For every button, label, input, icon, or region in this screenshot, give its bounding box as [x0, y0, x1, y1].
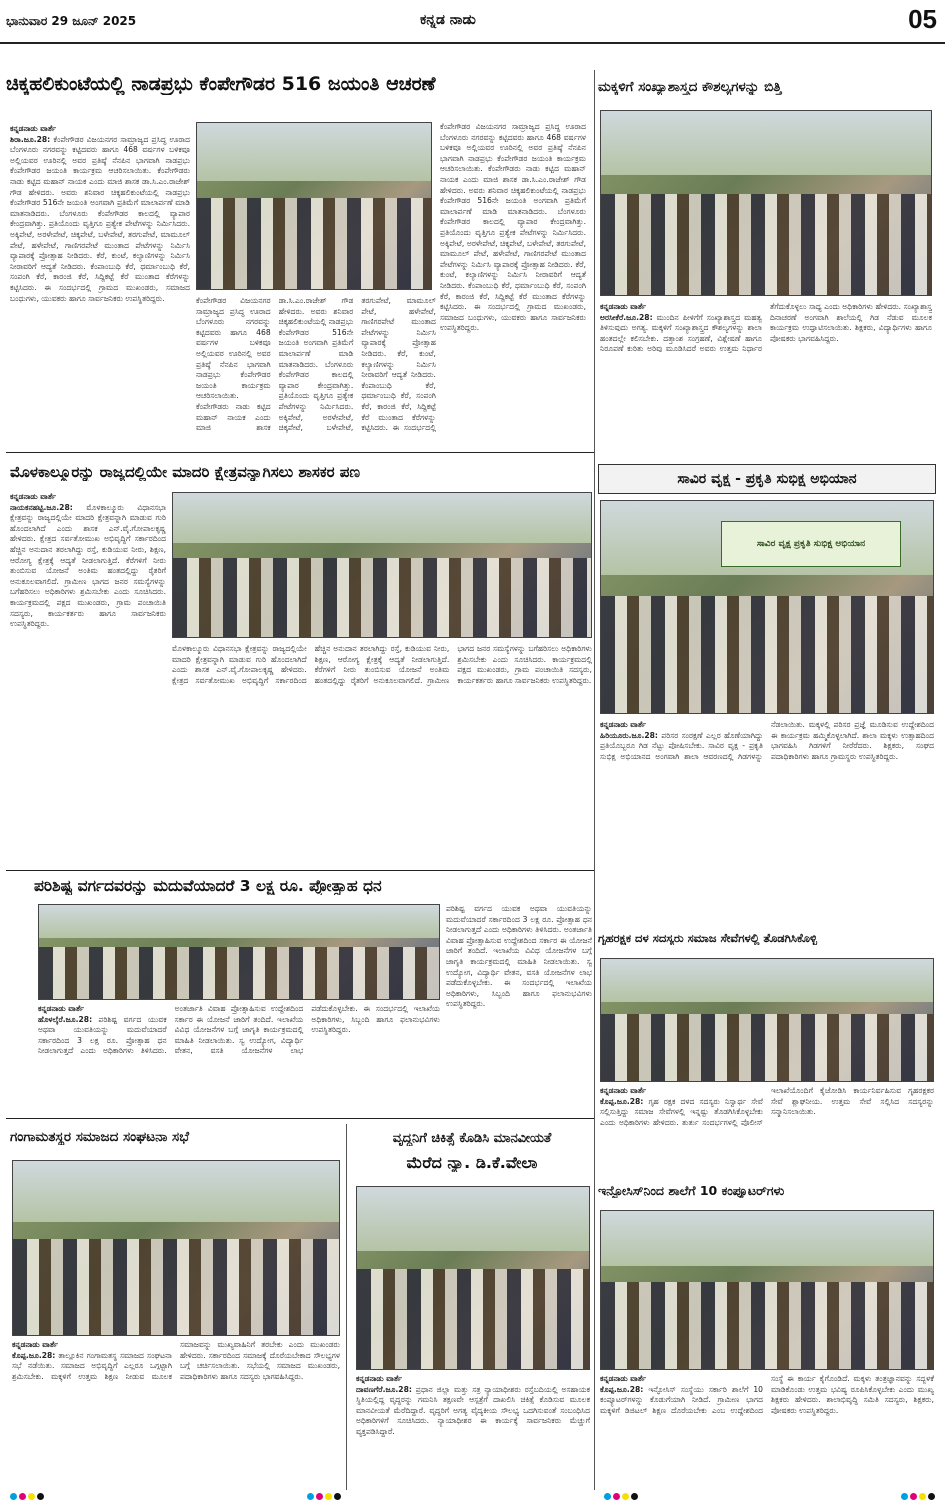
article-tree-drive-text: ಕನ್ನಡನಾಡು ವಾರ್ತೆ ಹಿರಿಯೂರು.ಜೂ.28: ಪರಿಸರ ಸಂರಕ್ಷಣೆ ಎಲ್ಲರ ಹೊಣೆಯಾಗಿದ್ದು ಪ್ರತಿಯೊಬ್ಬರೂ ಗಿಡ ನೆಟ್ಟು ಪೋಷಿಸಬೇಕು. ಸಾವಿರ ವೃಕ್ಷ - ಪ್ರಕೃತಿ ಸುಭಿಕ್ಷ ಅಭಿಯಾನದ ಅಂಗವಾಗಿ ಶಾಲಾ ಆವರಣದಲ್ಲಿ ಗಿಡಗಳನ್ನು ನೆಡಲಾಯಿತು. ಮಕ್ಕಳಲ್ಲಿ ಪರಿಸರ ಪ್ರಜ್ಞೆ ಮೂಡಿಸುವ ಉದ್ದೇಶದಿಂದ ಈ ಕಾರ್ಯಕ್ರಮ ಹಮ್ಮಿಕೊಳ್ಳಲಾಗಿದೆ. ಶಾಲಾ ಮಕ್ಕಳು ಉತ್ಸಾಹದಿಂದ ಭಾಗವಹಿಸಿ ಗಿಡಗಳಿಗೆ ನೀರೆರೆದರು. ಶಿಕ್ಷಕರು, ಸಂಘದ ಪದಾಧಿಕಾರಿಗಳು ಹಾಗೂ ಗ್ರಾಮಸ್ಥರು ಉಪಸ್ಥಿತರಿದ್ದರು. [600, 720, 934, 761]
article-statistics-text: ಕನ್ನಡನಾಡು ವಾರ್ತೆ ಅರಸೀಕೆರೆ.ಜೂ.28: ಮುಂದಿನ ಪೀಳಿಗೆಗೆ ಸಂಖ್ಯಾಶಾಸ್ತ್ರದ ಮಹತ್ವ ತಿಳಿಸುವುದು ಅಗತ್ಯ. ಮಕ್ಕಳಿಗೆ ಸಂಖ್ಯಾಶಾಸ್ತ್ರದ ಕೌಶಲ್ಯಗಳನ್ನು ಶಾಲಾ ಹಂತದಲ್ಲೇ ಕಲಿಸಬೇಕು. ದತ್ತಾಂಶ ಸಂಗ್ರಹಣೆ, ವಿಶ್ಲೇಷಣೆ ಹಾಗೂ ನಿರೂಪಣೆ ಕುರಿತು ಅರಿವು ಮೂಡಿಸಿದರೆ ಅವರು ಉತ್ತಮ ನಿರ್ಧಾರ ತೆಗೆದುಕೊಳ್ಳಲು ಸಾಧ್ಯ ಎಂದು ಅಧಿಕಾರಿಗಳು ಹೇಳಿದರು. ಸಂಖ್ಯಾಶಾಸ್ತ್ರ ದಿನಾಚರಣೆ ಅಂಗವಾಗಿ ಶಾಲೆಯಲ್ಲಿ ಗಿಡ ನೆಡುವ ಮೂಲಕ ಕಾರ್ಯಕ್ರಮ ಉದ್ಘಾಟಿಸಲಾಯಿತು. ಶಿಕ್ಷಕರು, ವಿದ್ಯಾರ್ಥಿಗಳು ಹಾಗೂ ಪೋಷಕರು ಭಾಗವಹಿಸಿದ್ದರು. [600, 302, 932, 354]
headline-judge-line2: ಮೆರೆದ ನ್ಯಾ. ಡಿ.ಕೆ.ವೇಲಾ [406, 1154, 538, 1172]
article-molakalmuru-text-right: ಮೊಳಕಾಲ್ಮೂರು ವಿಧಾನಸಭಾ ಕ್ಷೇತ್ರವನ್ನು ರಾಜ್ಯದಲ್ಲಿಯೇ ಮಾದರಿ ಕ್ಷೇತ್ರವನ್ನಾಗಿ ಮಾಡುವ ಗುರಿ ಹೊಂದಲಾಗಿದೆ ಎಂದು ಶಾಸಕ ಎನ್.ವೈ.ಗೋಪಾಲಕೃಷ್ಣ ಹೇಳಿದರು. ಕ್ಷೇತ್ರದ ಸರ್ವತೋಮುಖ ಅಭಿವೃದ್ಧಿಗೆ ಸರ್ಕಾರದಿಂದ ಹೆಚ್ಚಿನ ಅನುದಾನ ತರಲಾಗಿದ್ದು ರಸ್ತೆ, ಕುಡಿಯುವ ನೀರು, ಶಿಕ್ಷಣ, ಆರೋಗ್ಯ ಕ್ಷೇತ್ರಕ್ಕೆ ಆದ್ಯತೆ ನೀಡಲಾಗುತ್ತಿದೆ. ಕೆರೆಗಳಿಗೆ ನೀರು ತುಂಬಿಸುವ ಯೋಜನೆ ಅಂತಿಮ ಹಂತದಲ್ಲಿದ್ದು ರೈತರಿಗೆ ಅನುಕೂಲವಾಗಲಿದೆ. ಗ್ರಾಮೀಣ ಭಾಗದ ಜನರ ಸಮಸ್ಯೆಗಳನ್ನು ಬಗೆಹರಿಸಲು ಅಧಿಕಾರಿಗಳು ಶ್ರಮಿಸಬೇಕು ಎಂದು ಸೂಚಿಸಿದರು. ಕಾರ್ಯಕ್ರಮದಲ್ಲಿ ಪಕ್ಷದ ಮುಖಂಡರು, ಗ್ರಾಮ ಪಂಚಾಯಿತಿ ಸದಸ್ಯರು, ಕಾರ್ಯಕರ್ತರು ಹಾಗೂ ಸಾರ್ವಜನಿಕರು ಉಪಸ್ಥಿತರಿದ್ದರು. [172, 644, 592, 685]
photo-home-guards [600, 958, 934, 1082]
photo-infosys-computers [600, 1210, 934, 1370]
photo-tree-planting [600, 500, 934, 714]
tree-drive-banner: ಸಾವಿರ ವೃಕ್ಷ ಪ್ರಕೃತಿ ಸುಭಿಕ್ಷ ಅಭಿಯಾನ [721, 521, 901, 567]
issue-date: ಭಾನುವಾರ 29 ಜೂನ್ 2025 [6, 14, 137, 28]
registration-marks [10, 1493, 935, 1503]
photo-kempegowda-statue [196, 122, 432, 290]
headline-molakalmuru: ಮೊಳಕಾಲ್ಮೂರನ್ನು ರಾಜ್ಯದಲ್ಲಿಯೇ ಮಾದರಿ ಕ್ಷೇತ್ರವನ್ನಾಗಿಸಲು ಶಾಸಕರ ಪಣ [10, 464, 361, 481]
masthead [0, 0, 945, 44]
article-sc-marriage-text: ಕನ್ನಡನಾಡು ವಾರ್ತೆ ಹೊಳಲ್ಕೆರೆ.ಜೂ.28: ಪರಿಶಿಷ್ಟ ವರ್ಗದ ಯುವಕ ಅಥವಾ ಯುವತಿಯನ್ನು ಮದುವೆಯಾದರೆ ಸರ್ಕಾರದಿಂದ 3 ಲಕ್ಷ ರೂ. ಪ್ರೋತ್ಸಾಹ ಧನ ನೀಡಲಾಗುತ್ತದೆ ಎಂದು ಅಧಿಕಾರಿಗಳು ತಿಳಿಸಿದರು. ಅಂತರ್ಜಾತಿ ವಿವಾಹ ಪ್ರೋತ್ಸಾಹಿಸುವ ಉದ್ದೇಶದಿಂದ ಸರ್ಕಾರ ಈ ಯೋಜನೆ ಜಾರಿಗೆ ತಂದಿದೆ. ಇಲಾಖೆಯ ವಿವಿಧ ಯೋಜನೆಗಳ ಬಗ್ಗೆ ಜಾಗೃತಿ ಕಾರ್ಯಕ್ರಮದಲ್ಲಿ ಮಾಹಿತಿ ನೀಡಲಾಯಿತು. ಸ್ವ ಉದ್ಯೋಗ, ವಿದ್ಯಾರ್ಥಿ ವೇತನ, ವಸತಿ ಯೋಜನೆಗಳ ಲಾಭ ಪಡೆದುಕೊಳ್ಳಬೇಕು. ಈ ಸಂದರ್ಭದಲ್ಲಿ ಇಲಾಖೆಯ ಅಧಿಕಾರಿಗಳು, ಸಿಬ್ಬಂದಿ ಹಾಗೂ ಫಲಾನುಭವಿಗಳು ಉಪಸ್ಥಿತರಿದ್ದರು. [38, 1004, 440, 1056]
article-judge-text: ಕನ್ನಡನಾಡು ವಾರ್ತೆ ದಾವಣಗೆರೆ.ಜೂ.28: ಪ್ರಧಾನ ಜಿಲ್ಲಾ ಮತ್ತು ಸತ್ರ ನ್ಯಾಯಾಧೀಶರು ರಸ್ತೆಬದಿಯಲ್ಲಿ ಅಸಹಾಯಕ ಸ್ಥಿತಿಯಲ್ಲಿದ್ದ ವೃದ್ಧರನ್ನು ಗಮನಿಸಿ ತಕ್ಷಣವೇ ಆಸ್ಪತ್ರೆಗೆ ದಾಖಲಿಸಿ ಚಿಕಿತ್ಸೆ ಕೊಡಿಸುವ ಮೂಲಕ ಮಾನವೀಯತೆ ಮೆರೆದಿದ್ದಾರೆ. ವೃದ್ಧರಿಗೆ ಅಗತ್ಯ ವೈದ್ಯಕೀಯ ಸೌಲಭ್ಯ ಒದಗಿಸುವಂತೆ ಸಂಬಂಧಿಸಿದ ಅಧಿಕಾರಿಗಳಿಗೆ ಸೂಚಿಸಿದರು. ನ್ಯಾಯಾಧೀಶರ ಈ ಕಾರ್ಯಕ್ಕೆ ಸಾರ್ವಜನಿಕರು ಮೆಚ್ಚುಗೆ ವ್ಯಕ್ತಪಡಿಸಿದ್ದಾರೆ. [356, 1374, 590, 1436]
article-infosys-text: ಕನ್ನಡನಾಡು ವಾರ್ತೆ ಕೊಪ್ಪ.ಜೂ.28: ಇನ್ಫೋಸಿಸ್ ಸಂಸ್ಥೆಯು ಸರ್ಕಾರಿ ಶಾಲೆಗೆ 10 ಕಂಪ್ಯೂಟರ್‌ಗಳನ್ನು ಕೊಡುಗೆಯಾಗಿ ನೀಡಿದೆ. ಗ್ರಾಮೀಣ ಭಾಗದ ಮಕ್ಕಳಿಗೆ ಡಿಜಿಟಲ್ ಶಿಕ್ಷಣ ದೊರೆಯಬೇಕು ಎಂಬ ಉದ್ದೇಶದಿಂದ ಸಂಸ್ಥೆ ಈ ಕಾರ್ಯ ಕೈಗೊಂಡಿದೆ. ಮಕ್ಕಳು ತಂತ್ರಜ್ಞಾನವನ್ನು ಸದ್ಬಳಕೆ ಮಾಡಿಕೊಂಡು ಉತ್ತಮ ಭವಿಷ್ಯ ರೂಪಿಸಿಕೊಳ್ಳಬೇಕು ಎಂದು ಮುಖ್ಯ ಶಿಕ್ಷಕರು ಹೇಳಿದರು. ಶಾಲಾಭಿವೃದ್ಧಿ ಸಮಿತಿ ಸದಸ್ಯರು, ಶಿಕ್ಷಕರು, ಪೋಷಕರು ಉಪಸ್ಥಿತರಿದ್ದರು. [600, 1374, 934, 1415]
article-gangamatastha-text: ಕನ್ನಡನಾಡು ವಾರ್ತೆ ಕೊಪ್ಪ.ಜೂ.28: ತಾಲ್ಲೂಕಿನ ಗಂಗಾಮತಸ್ಥ ಸಮಾಜದ ಸಂಘಟನಾ ಸಭೆ ನಡೆಯಿತು. ಸಮಾಜದ ಅಭಿವೃದ್ಧಿಗೆ ಎಲ್ಲರೂ ಒಗ್ಗಟ್ಟಾಗಿ ಶ್ರಮಿಸಬೇಕು. ಮಕ್ಕಳಿಗೆ ಉತ್ತಮ ಶಿಕ್ಷಣ ನೀಡುವ ಮೂಲಕ ಸಮಾಜವನ್ನು ಮುಖ್ಯವಾಹಿನಿಗೆ ತರಬೇಕು ಎಂದು ಮುಖಂಡರು ಹೇಳಿದರು. ಸರ್ಕಾರದಿಂದ ಸಮಾಜಕ್ಕೆ ದೊರೆಯಬೇಕಾದ ಸೌಲಭ್ಯಗಳ ಬಗ್ಗೆ ಚರ್ಚಿಸಲಾಯಿತು. ಸಭೆಯಲ್ಲಿ ಸಮಾಜದ ಮುಖಂಡರು, ಪದಾಧಿಕಾರಿಗಳು ಹಾಗೂ ಸದಸ್ಯರು ಭಾಗವಹಿಸಿದ್ದರು. [12, 1340, 340, 1381]
article-sc-marriage-text-right: ಪರಿಶಿಷ್ಟ ವರ್ಗದ ಯುವಕ ಅಥವಾ ಯುವತಿಯನ್ನು ಮದುವೆಯಾದರೆ ಸರ್ಕಾರದಿಂದ 3 ಲಕ್ಷ ರೂ. ಪ್ರೋತ್ಸಾಹ ಧನ ನೀಡಲಾಗುತ್ತದೆ ಎಂದು ಅಧಿಕಾರಿಗಳು ತಿಳಿಸಿದರು. ಅಂತರ್ಜಾತಿ ವಿವಾಹ ಪ್ರೋತ್ಸಾಹಿಸುವ ಉದ್ದೇಶದಿಂದ ಸರ್ಕಾರ ಈ ಯೋಜನೆ ಜಾರಿಗೆ ತಂದಿದೆ. ಇಲಾಖೆಯ ವಿವಿಧ ಯೋಜನೆಗಳ ಬಗ್ಗೆ ಜಾಗೃತಿ ಕಾರ್ಯಕ್ರಮದಲ್ಲಿ ಮಾಹಿತಿ ನೀಡಲಾಯಿತು. ಸ್ವ ಉದ್ಯೋಗ, ವಿದ್ಯಾರ್ಥಿ ವೇತನ, ವಸತಿ ಯೋಜನೆಗಳ ಲಾಭ ಪಡೆದುಕೊಳ್ಳಬೇಕು. ಈ ಸಂದರ್ಭದಲ್ಲಿ ಇಲಾಖೆಯ ಅಧಿಕಾರಿಗಳು, ಸಿಬ್ಬಂದಿ ಹಾಗೂ ಫಲಾನುಭವಿಗಳು ಉಪಸ್ಥಿತರಿದ್ದರು. [446, 904, 592, 1009]
article-kempegowda-text-right: ಕೆಂಪೇಗೌಡರ ವಿಜಯನಗರ ಸಾಮ್ರಾಜ್ಯದ ಪ್ರಸಿದ್ಧ ಊರಾದ ಬೆಂಗಳೂರು ನಗರವನ್ನು ಕಟ್ಟಿದವರು ಹಾಗೂ 468 ವರ್ಷಗಳ ಬಳಿಕವೂ ಅಲ್ಲಿಯವರ ಊರಿನಲ್ಲಿ ಅವರ ಪ್ರತಿಷ್ಠೆ ನೆನಪಿನ ಭಾಗವಾಗಿ ನಾಡಪ್ರಭು ಕೆಂಪೇಗೌಡರ ಜಯಂತಿ ಕಾರ್ಯಕ್ರಮ ಆಚರಿಸಲಾಯಿತು. ಕೆಂಪೇಗೌಡರು ನಾಡು ಕಟ್ಟಿದ ಮಹಾನ್ ನಾಯಕ ಎಂದು ಮಾಜಿ ಶಾಸಕ ಡಾ.ಸಿ.ಎಂ.ರಾಜೇಶ್ ಗೌಡ ಹೇಳಿದರು. ಅವರು ಶನಿವಾರ ಚಿಕ್ಕಹಲಿಕುಂಟೆಯಲ್ಲಿ ನಾಡಪ್ರಭು ಕೆಂಪೇಗೌಡರ 516ನೇ ಜಯಂತಿ ಅಂಗವಾಗಿ ಪ್ರತಿಮೆಗೆ ಮಾಲಾರ್ಪಣೆ ಮಾಡಿ ಮಾತನಾಡಿದರು. ಬೆಂಗಳೂರು ಕೆಂಪೇಗೌಡರ ಕಾಲದಲ್ಲಿ ವ್ಯಾಪಾರ ಕೇಂದ್ರವಾಗಿತ್ತು. ಪ್ರತಿಯೊಂದು ವೃತ್ತಿಗೂ ಪ್ರತ್ಯೇಕ ಪೇಟೆಗಳನ್ನು ನಿರ್ಮಿಸಿದರು. ಅಕ್ಕಿಪೇಟೆ, ಅರಳೇಪೇಟೆ, ಚಿಕ್ಕಪೇಟೆ, ಬಳೇಪೇಟೆ, ತರಗುಪೇಟೆ, ಮಾಮೂಲ್ ಪೇಟೆ, ಹಳೇಪೇಟೆ, ಗಾಣಿಗರಪೇಟೆ ಮುಂತಾದ ಪೇಟೆಗಳನ್ನು ನಿರ್ಮಿಸಿ ವ್ಯಾಪಾರಕ್ಕೆ ಪ್ರೋತ್ಸಾಹ ನೀಡಿದರು. ಕೆರೆ, ಕುಂಟೆ, ಕಲ್ಯಾಣಿಗಳನ್ನು ನಿರ್ಮಿಸಿ ನೀರಾವರಿಗೆ ಆದ್ಯತೆ ನೀಡಿದರು. ಕೆಂಪಾಂಬುಧಿ ಕೆರೆ, ಧರ್ಮಾಂಬುಧಿ ಕೆರೆ, ಸಂಪಂಗಿ ಕೆರೆ, ಕಾರಂಜಿ ಕೆರೆ, ಸಿದ್ದಿಕಟ್ಟೆ ಕೆರೆ ಮುಂತಾದ ಕೆರೆಗಳನ್ನು ಕಟ್ಟಿಸಿದರು. ಈ ಸಂದರ್ಭದಲ್ಲಿ ಗ್ರಾಮದ ಮುಖಂಡರು, ಸಮಾಜದ ಬಂಧುಗಳು, ಯುವಕರು ಹಾಗೂ ಸಾರ್ವಜನಿಕರು ಉಪಸ್ಥಿತರಿದ್ದರು. [440, 122, 586, 333]
article-kempegowda-text-bottom: ಕೆಂಪೇಗೌಡರ ವಿಜಯನಗರ ಸಾಮ್ರಾಜ್ಯದ ಪ್ರಸಿದ್ಧ ಊರಾದ ಬೆಂಗಳೂರು ನಗರವನ್ನು ಕಟ್ಟಿದವರು ಹಾಗೂ 468 ವರ್ಷಗಳ ಬಳಿಕವೂ ಅಲ್ಲಿಯವರ ಊರಿನಲ್ಲಿ ಅವರ ಪ್ರತಿಷ್ಠೆ ನೆನಪಿನ ಭಾಗವಾಗಿ ನಾಡಪ್ರಭು ಕೆಂಪೇಗೌಡರ ಜಯಂತಿ ಕಾರ್ಯಕ್ರಮ ಆಚರಿಸಲಾಯಿತು. ಕೆಂಪೇಗೌಡರು ನಾಡು ಕಟ್ಟಿದ ಮಹಾನ್ ನಾಯಕ ಎಂದು ಮಾಜಿ ಶಾಸಕ ಡಾ.ಸಿ.ಎಂ.ರಾಜೇಶ್ ಗೌಡ ಹೇಳಿದರು. ಅವರು ಶನಿವಾರ ಚಿಕ್ಕಹಲಿಕುಂಟೆಯಲ್ಲಿ ನಾಡಪ್ರಭು ಕೆಂಪೇಗೌಡರ 516ನೇ ಜಯಂತಿ ಅಂಗವಾಗಿ ಪ್ರತಿಮೆಗೆ ಮಾಲಾರ್ಪಣೆ ಮಾಡಿ ಮಾತನಾಡಿದರು. ಬೆಂಗಳೂರು ಕೆಂಪೇಗೌಡರ ಕಾಲದಲ್ಲಿ ವ್ಯಾಪಾರ ಕೇಂದ್ರವಾಗಿತ್ತು. ಪ್ರತಿಯೊಂದು ವೃತ್ತಿಗೂ ಪ್ರತ್ಯೇಕ ಪೇಟೆಗಳನ್ನು ನಿರ್ಮಿಸಿದರು. ಅಕ್ಕಿಪೇಟೆ, ಅರಳೇಪೇಟೆ, ಚಿಕ್ಕಪೇಟೆ, ಬಳೇಪೇಟೆ, ತರಗುಪೇಟೆ, ಮಾಮೂಲ್ ಪೇಟೆ, ಹಳೇಪೇಟೆ, ಗಾಣಿಗರಪೇಟೆ ಮುಂತಾದ ಪೇಟೆಗಳನ್ನು ನಿರ್ಮಿಸಿ ವ್ಯಾಪಾರಕ್ಕೆ ಪ್ರೋತ್ಸಾಹ ನೀಡಿದರು. ಕೆರೆ, ಕುಂಟೆ, ಕಲ್ಯಾಣಿಗಳನ್ನು ನಿರ್ಮಿಸಿ ನೀರಾವರಿಗೆ ಆದ್ಯತೆ ನೀಡಿದರು. ಕೆಂಪಾಂಬುಧಿ ಕೆರೆ, ಧರ್ಮಾಂಬುಧಿ ಕೆರೆ, ಸಂಪಂಗಿ ಕೆರೆ, ಕಾರಂಜಿ ಕೆರೆ, ಸಿದ್ದಿಕಟ್ಟೆ ಕೆರೆ ಮುಂತಾದ ಕೆರೆಗಳನ್ನು ಕಟ್ಟಿಸಿದರು. ಈ ಸಂದರ್ಭದಲ್ಲಿ [196, 296, 436, 433]
headline-kempegowda: ಚಿಕ್ಕಹಲಿಕುಂಟೆಯಲ್ಲಿ ನಾಡಪ್ರಭು ಕೆಂಪೇಗೌಡರ 516 ಜಯಂತಿ ಆಚರಣೆ [6, 74, 436, 95]
article-kempegowda-text: ಕನ್ನಡನಾಡು ವಾರ್ತೆ ಶಿರಾ.ಜೂ.28: ಕೆಂಪೇಗೌಡರ ವಿಜಯನಗರ ಸಾಮ್ರಾಜ್ಯದ ಪ್ರಸಿದ್ಧ ಊರಾದ ಬೆಂಗಳೂರು ನಗರವನ್ನು ಕಟ್ಟಿದವರು ಹಾಗೂ 468 ವರ್ಷಗಳ ಬಳಿಕವೂ ಅಲ್ಲಿಯವರ ಊರಿನಲ್ಲಿ ಅವರ ಪ್ರತಿಷ್ಠೆ ನೆನಪಿನ ಭಾಗವಾಗಿ ನಾಡಪ್ರಭು ಕೆಂಪೇಗೌಡರ ಜಯಂತಿ ಕಾರ್ಯಕ್ರಮ ಆಚರಿಸಲಾಯಿತು. ಕೆಂಪೇಗೌಡರು ನಾಡು ಕಟ್ಟಿದ ಮಹಾನ್ ನಾಯಕ ಎಂದು ಮಾಜಿ ಶಾಸಕ ಡಾ.ಸಿ.ಎಂ.ರಾಜೇಶ್ ಗೌಡ ಹೇಳಿದರು. ಅವರು ಶನಿವಾರ ಚಿಕ್ಕಹಲಿಕುಂಟೆಯಲ್ಲಿ ನಾಡಪ್ರಭು ಕೆಂಪೇಗೌಡರ 516ನೇ ಜಯಂತಿ ಅಂಗವಾಗಿ ಪ್ರತಿಮೆಗೆ ಮಾಲಾರ್ಪಣೆ ಮಾಡಿ ಮಾತನಾಡಿದರು. ಬೆಂಗಳೂರು ಕೆಂಪೇಗೌಡರ ಕಾಲದಲ್ಲಿ ವ್ಯಾಪಾರ ಕೇಂದ್ರವಾಗಿತ್ತು. ಪ್ರತಿಯೊಂದು ವೃತ್ತಿಗೂ ಪ್ರತ್ಯೇಕ ಪೇಟೆಗಳನ್ನು ನಿರ್ಮಿಸಿದರು. ಅಕ್ಕಿಪೇಟೆ, ಅರಳೇಪೇಟೆ, ಚಿಕ್ಕಪೇಟೆ, ಬಳೇಪೇಟೆ, ತರಗುಪೇಟೆ, ಮಾಮೂಲ್ ಪೇಟೆ, ಹಳೇಪೇಟೆ, ಗಾಣಿಗರಪೇಟೆ ಮುಂತಾದ ಪೇಟೆಗಳನ್ನು ನಿರ್ಮಿಸಿ ವ್ಯಾಪಾರಕ್ಕೆ ಪ್ರೋತ್ಸಾಹ ನೀಡಿದರು. ಕೆರೆ, ಕುಂಟೆ, ಕಲ್ಯಾಣಿಗಳನ್ನು ನಿರ್ಮಿಸಿ ನೀರಾವರಿಗೆ ಆದ್ಯತೆ ನೀಡಿದರು. ಕೆಂಪಾಂಬುಧಿ ಕೆರೆ, ಧರ್ಮಾಂಬುಧಿ ಕೆರೆ, ಸಂಪಂಗಿ ಕೆರೆ, ಕಾರಂಜಿ ಕೆರೆ, ಸಿದ್ದಿಕಟ್ಟೆ ಕೆರೆ ಮುಂತಾದ ಕೆರೆಗಳನ್ನು ಕಟ್ಟಿಸಿದರು. ಈ ಸಂದರ್ಭದಲ್ಲಿ ಗ್ರಾಮದ ಮುಖಂಡರು, ಸಮಾಜದ ಬಂಧುಗಳು, ಯುವಕರು ಹಾಗೂ ಸಾರ್ವಜನಿಕರು ಉಪಸ್ಥಿತರಿದ್ದರು. [10, 124, 190, 303]
photo-molakalmuru-meeting [172, 492, 592, 638]
headline-infosys: ಇನ್ಫೋಸಿಸ್‌ನಿಂದ ಶಾಲೆಗೆ 10 ಕಂಪ್ಯೂಟರ್‌ಗಳು [598, 1184, 785, 1198]
page-number: 05 [908, 4, 937, 34]
headline-home-guards: ಗೃಹರಕ್ಷಕ ದಳ ಸದಸ್ಯರು ಸಮಾಜ ಸೇವೆಗಳಲ್ಲಿ ತೊಡಗಿಸಿಕೊಳ್ಳಿ [598, 932, 817, 945]
photo-judge-collage [356, 1186, 590, 1370]
headline-gangamatastha: ಗಂಗಾಮತಸ್ಥರ ಸಮಾಜದ ಸಂಘಟನಾ ಸಭೆ [10, 1130, 189, 1145]
article-home-guards-text: ಕನ್ನಡನಾಡು ವಾರ್ತೆ ಕೊಪ್ಪ.ಜೂ.28: ಗೃಹ ರಕ್ಷಕ ದಳದ ಸದಸ್ಯರು ನಿಸ್ವಾರ್ಥ ಸೇವೆ ಸಲ್ಲಿಸುತ್ತಿದ್ದು ಸಮಾಜ ಸೇವೆಗಳಲ್ಲಿ ಇನ್ನಷ್ಟು ತೊಡಗಿಸಿಕೊಳ್ಳಬೇಕು ಎಂದು ಅಧಿಕಾರಿಗಳು ಹೇಳಿದರು. ತುರ್ತು ಸಂದರ್ಭಗಳಲ್ಲಿ ಪೊಲೀಸ್ ಇಲಾಖೆಯೊಂದಿಗೆ ಕೈಜೋಡಿಸಿ ಕಾರ್ಯನಿರ್ವಹಿಸುವ ಗೃಹರಕ್ಷಕರ ಸೇವೆ ಶ್ಲಾಘನೀಯ. ಉತ್ತಮ ಸೇವೆ ಸಲ್ಲಿಸಿದ ಸದಸ್ಯರನ್ನು ಸನ್ಮಾನಿಸಲಾಯಿತು. [600, 1086, 934, 1127]
paper-name: ಕನ್ನಡ ನಾಡು [420, 12, 476, 28]
photo-gangamatastha-meeting [12, 1160, 340, 1336]
article-molakalmuru-text-left: ಕನ್ನಡನಾಡು ವಾರ್ತೆ ನಾಯಕನಹಟ್ಟಿ.ಜೂ.28: ಮೊಳಕಾಲ್ಮೂರು ವಿಧಾನಸಭಾ ಕ್ಷೇತ್ರವನ್ನು ರಾಜ್ಯದಲ್ಲಿಯೇ ಮಾದರಿ ಕ್ಷೇತ್ರವನ್ನಾಗಿ ಮಾಡುವ ಗುರಿ ಹೊಂದಲಾಗಿದೆ ಎಂದು ಶಾಸಕ ಎನ್.ವೈ.ಗೋಪಾಲಕೃಷ್ಣ ಹೇಳಿದರು. ಕ್ಷೇತ್ರದ ಸರ್ವತೋಮುಖ ಅಭಿವೃದ್ಧಿಗೆ ಸರ್ಕಾರದಿಂದ ಹೆಚ್ಚಿನ ಅನುದಾನ ತರಲಾಗಿದ್ದು ರಸ್ತೆ, ಕುಡಿಯುವ ನೀರು, ಶಿಕ್ಷಣ, ಆರೋಗ್ಯ ಕ್ಷೇತ್ರಕ್ಕೆ ಆದ್ಯತೆ ನೀಡಲಾಗುತ್ತಿದೆ. ಕೆರೆಗಳಿಗೆ ನೀರು ತುಂಬಿಸುವ ಯೋಜನೆ ಅಂತಿಮ ಹಂತದಲ್ಲಿದ್ದು ರೈತರಿಗೆ ಅನುಕೂಲವಾಗಲಿದೆ. ಗ್ರಾಮೀಣ ಭಾಗದ ಜನರ ಸಮಸ್ಯೆಗಳನ್ನು ಬಗೆಹರಿಸಲು ಅಧಿಕಾರಿಗಳು ಶ್ರಮಿಸಬೇಕು ಎಂದು ಸೂಚಿಸಿದರು. ಕಾರ್ಯಕ್ರಮದಲ್ಲಿ ಪಕ್ಷದ ಮುಖಂಡರು, ಗ್ರಾಮ ಪಂಚಾಯಿತಿ ಸದಸ್ಯರು, ಕಾರ್ಯಕರ್ತರು ಹಾಗೂ ಸಾರ್ವಜನಿಕರು ಉಪಸ್ಥಿತರಿದ್ದರು. [10, 492, 166, 629]
photo-statistics-event [600, 110, 932, 296]
headline-sc-marriage: ಪರಿಶಿಷ್ಟ ವರ್ಗದವರನ್ನು ಮದುವೆಯಾದರೆ 3 ಲಕ್ಷ ರೂ. ಪ್ರೋತ್ಸಾಹ ಧನ [34, 878, 382, 895]
photo-awareness-program [38, 904, 440, 1000]
headline-statistics: ಮಕ್ಕಳಿಗೆ ಸಂಖ್ಯಾಶಾಸ್ತ್ರದ ಕೌಶಲ್ಯಗಳನ್ನು ಬಿತ್ತಿ [598, 80, 782, 95]
headline-judge-line1: ವೃದ್ಧನಿಗೆ ಚಿಕಿತ್ಸೆ ಕೊಡಿಸಿ ಮಾನವೀಯತೆ [392, 1132, 552, 1146]
headline-tree-drive: ಸಾವಿರ ವೃಕ್ಷ - ಪ್ರಕೃತಿ ಸುಭಿಕ್ಷ ಅಭಿಯಾನ [598, 464, 936, 494]
